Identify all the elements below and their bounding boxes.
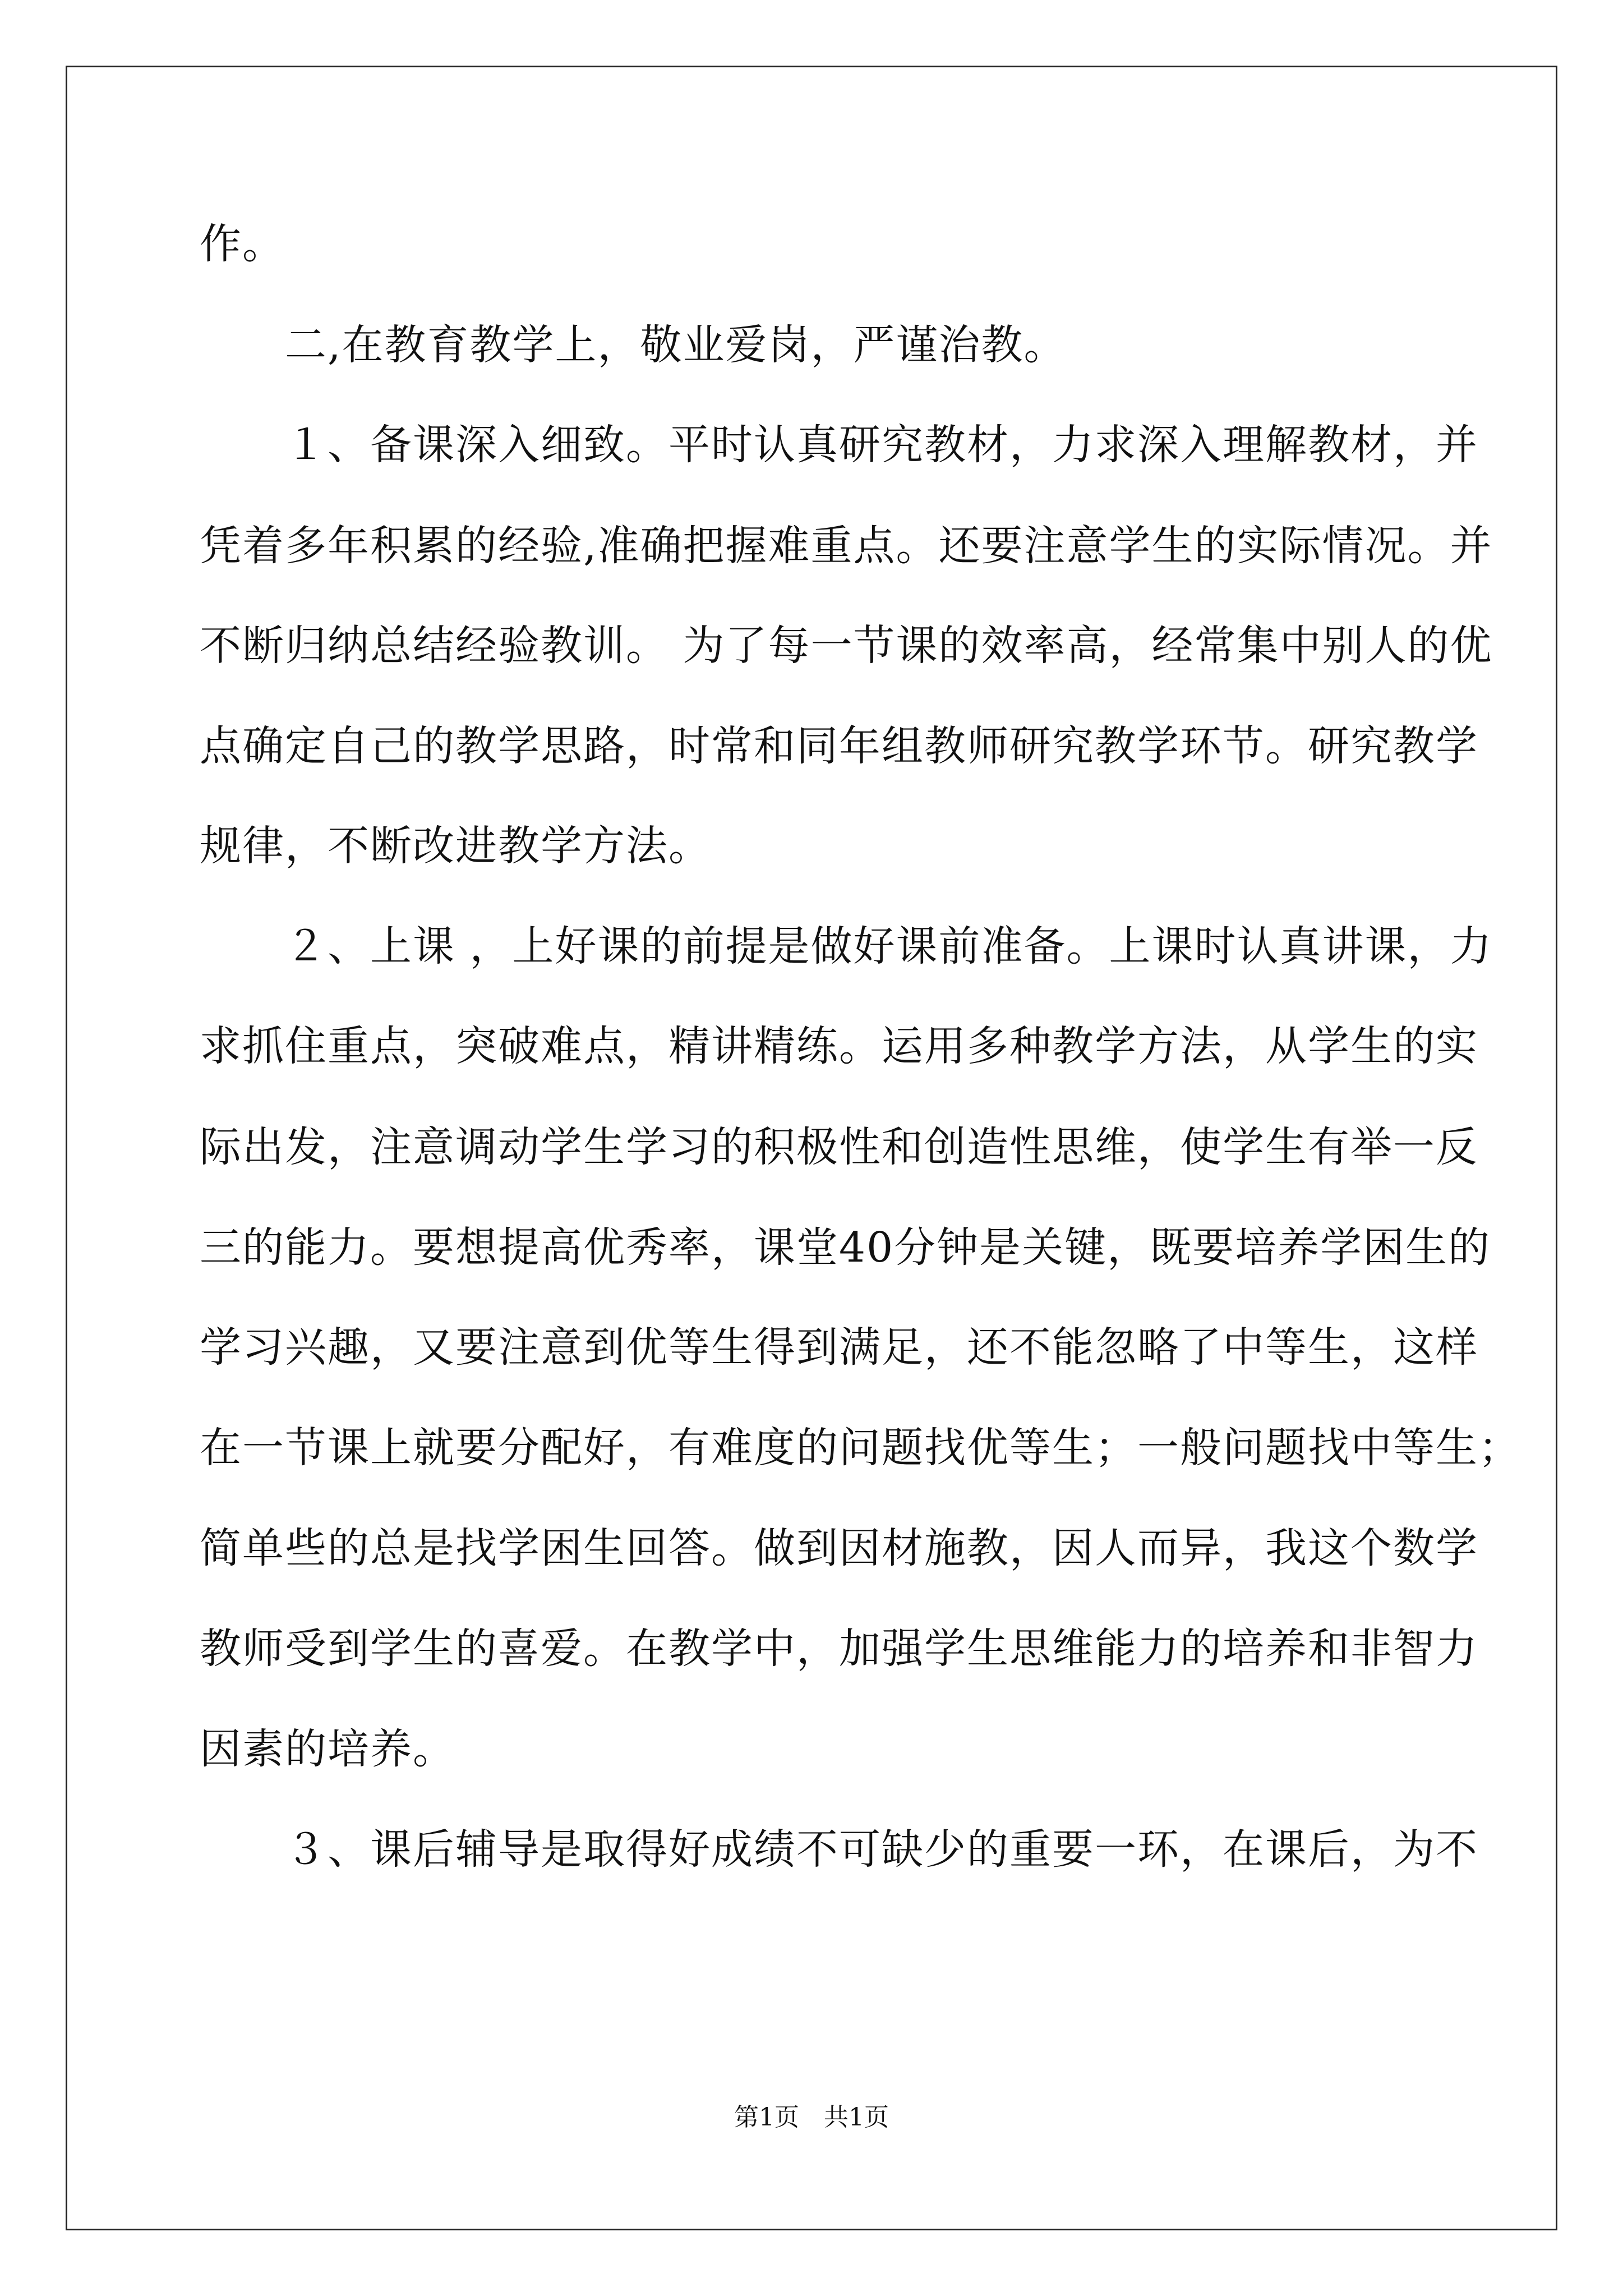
text-line-10: 际出发，注意调动学生学习的积极性和创造性思维，使学生有举一反 — [200, 1123, 1478, 1171]
text-line-8: ２、上课 ，上好课的前提是做好课前准备。上课时认真讲课，力 — [200, 922, 1493, 970]
text-line-13: 在一节课上就要分配好，有难度的问题找优等生；一般问题找中等生； — [200, 1424, 1521, 1472]
text-line-7: 规律，不断改进教学方法。 — [200, 822, 711, 870]
text-line-12: 学习兴趣，又要注意到优等生得到满足，还不能忽略了中等生，这样 — [200, 1323, 1478, 1372]
text-line-16: 因素的培养。 — [200, 1725, 455, 1773]
text-line-4: 凭着多年积累的经验,准确把握难重点。还要注意学生的实际情况。并 — [200, 522, 1493, 570]
text-line-11: 三的能力。要想提高优秀率，课堂40分钟是关键，既要培养学困生的 — [200, 1223, 1491, 1272]
page-number-footer: 第1页 共1页 — [734, 2103, 889, 2132]
text-line-5: 不断归纳总结经验教训。 为了每一节课的效率高，经常集中别人的优 — [200, 622, 1493, 670]
text-line-1: 作。 — [200, 220, 285, 268]
text-line-2: 二,在教育教学上，敬业爱岗，严谨治教。 — [200, 321, 1067, 369]
text-line-15: 教师受到学生的喜爱。在教学中，加强学生思维能力的培养和非智力 — [200, 1625, 1478, 1673]
text-line-9: 求抓住重点，突破难点，精讲精练。运用多种教学方法，从学生的实 — [200, 1022, 1478, 1070]
text-line-6: 点确定自己的教学思路，时常和同年组教师研究教学环节。研究教学 — [200, 722, 1478, 770]
text-line-3: １、备课深入细致。平时认真研究教材，力求深入理解教材，并 — [200, 421, 1478, 469]
text-line-14: 简单些的总是找学困生回答。做到因材施教，因人而异，我这个数学 — [200, 1524, 1478, 1572]
text-line-17: ３、课后辅导是取得好成绩不可缺少的重要一环，在课后，为不 — [200, 1825, 1478, 1874]
